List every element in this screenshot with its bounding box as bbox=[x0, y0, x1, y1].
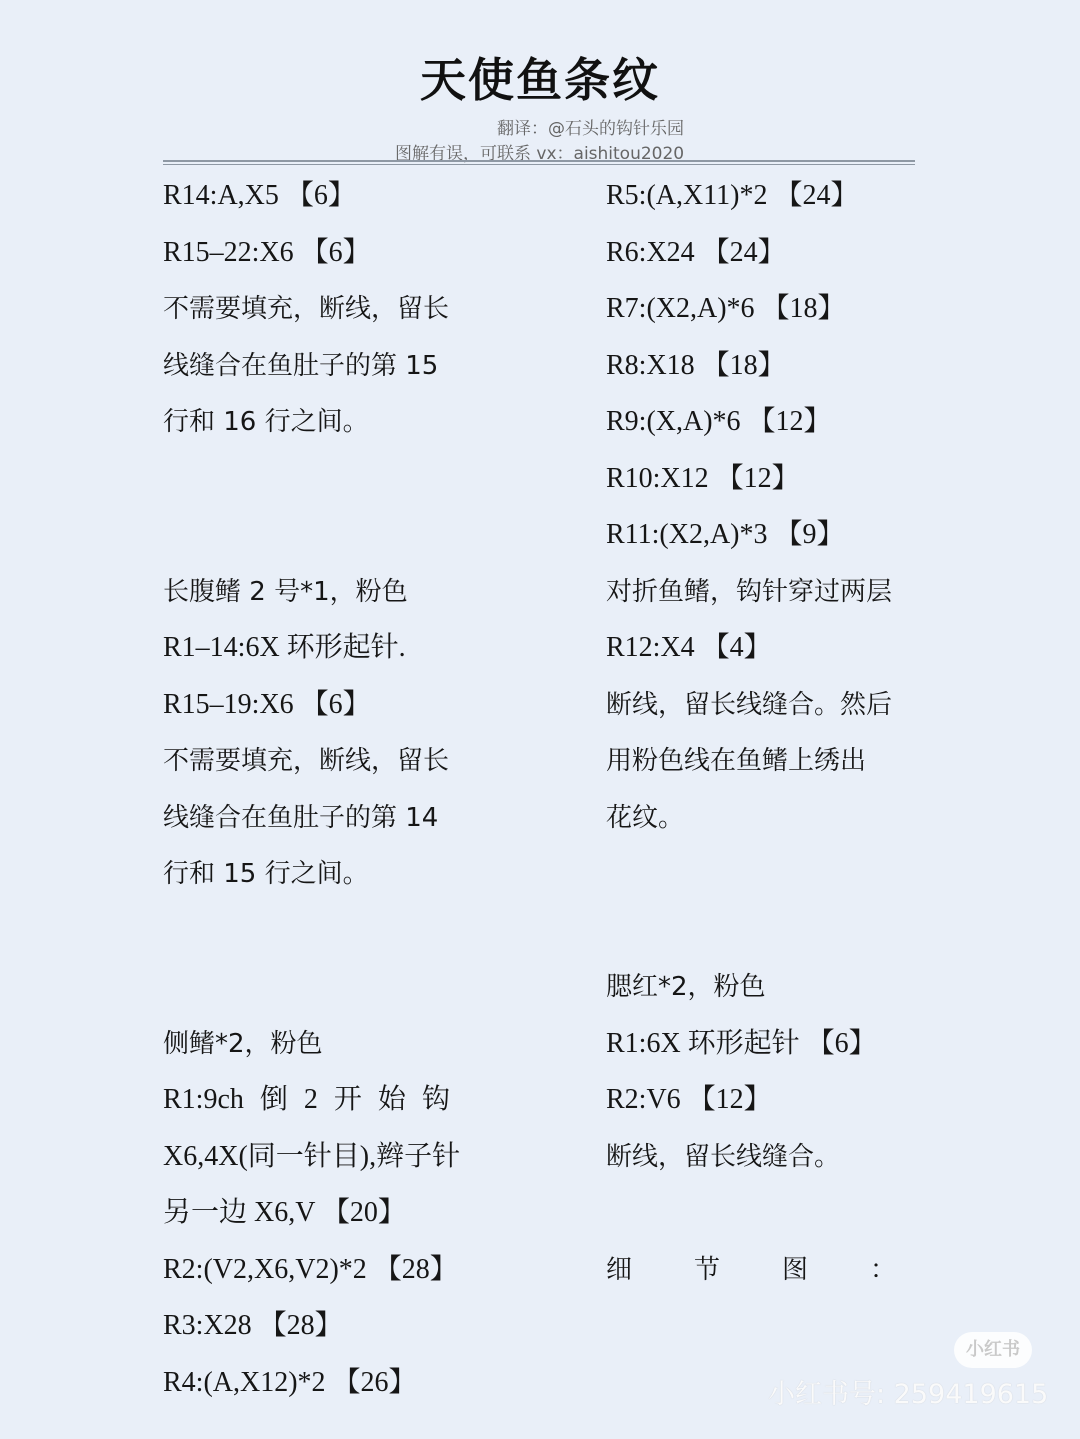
pattern-line: 不需要填充，断线，留长 bbox=[163, 746, 450, 776]
word: R1:9ch bbox=[163, 1084, 244, 1115]
spacer bbox=[163, 903, 483, 1016]
pattern-line: 行和 15 行之间。 bbox=[163, 859, 369, 889]
pattern-line: 用粉色线在鱼鳍上绣出 bbox=[606, 746, 867, 776]
pattern-line: R8:X18 【18】 bbox=[606, 349, 786, 381]
pattern-line: R10:X12 【12】 bbox=[606, 462, 800, 494]
word: 开 bbox=[333, 1084, 362, 1115]
pattern-line: X6,4X(同一针目),辫子针 bbox=[163, 1140, 461, 1172]
pattern-line: R15–19:X6 【6】 bbox=[163, 688, 371, 720]
header-divider-thin bbox=[163, 164, 915, 165]
detail-heading bbox=[606, 1242, 896, 1299]
pattern-line: 不需要填充，断线，留长 bbox=[163, 294, 450, 324]
section-heading: 侧鳍*2，粉色 bbox=[163, 1028, 323, 1059]
page-title: 天使鱼条纹 bbox=[420, 53, 660, 107]
watermark-text: 小红书号: 259419615 bbox=[768, 1379, 1049, 1410]
contact-credit: 图解有误，可联系 vx：aishitou2020 bbox=[395, 144, 685, 164]
pattern-line: R6:X24 【24】 bbox=[606, 236, 786, 268]
pattern-line: R11:(X2,A)*3 【9】 bbox=[606, 519, 845, 550]
header-divider bbox=[163, 160, 915, 162]
xiaohongshu-logo: 小红书 bbox=[954, 1332, 1032, 1368]
pattern-line: 线缝合在鱼肚子的第 14 bbox=[163, 802, 439, 833]
word: 图 bbox=[781, 1254, 808, 1285]
pattern-line: R14:A,X5 【6】 bbox=[163, 180, 356, 211]
word: 始 bbox=[377, 1084, 406, 1115]
pattern-line: 花纹。 bbox=[606, 802, 685, 833]
pattern-line: 断线，留长线缝合。 bbox=[606, 1141, 841, 1172]
spacer bbox=[606, 1185, 926, 1242]
pattern-line: R2:V6 【12】 bbox=[606, 1084, 772, 1115]
pattern-line: R1:6X 环形起针 【6】 bbox=[606, 1027, 877, 1059]
translator-credit: 翻译：@石头的钩针乐园 bbox=[497, 119, 684, 139]
pattern-line: R12:X4 【4】 bbox=[606, 632, 772, 663]
pattern-line: 线缝合在鱼肚子的第 15 bbox=[163, 350, 439, 381]
pattern-line: R2:(V2,X6,V2)*2 【28】 bbox=[163, 1253, 458, 1285]
word: 钩 bbox=[421, 1084, 450, 1115]
pattern-line: R1–14:6X 环形起针. bbox=[163, 632, 406, 663]
word: ： bbox=[869, 1254, 896, 1285]
section-heading: 腮红*2，粉色 bbox=[606, 972, 766, 1002]
spacer bbox=[606, 846, 926, 959]
section-heading: 长腹鳍 2 号*1，粉色 bbox=[163, 576, 408, 607]
pattern-line: 行和 16 行之间。 bbox=[163, 407, 369, 437]
pattern-line: R5:(A,X11)*2 【24】 bbox=[606, 180, 859, 211]
pattern-line: R15–22:X6 【6】 bbox=[163, 236, 371, 268]
pattern-line: R4:(A,X12)*2 【26】 bbox=[163, 1366, 417, 1398]
spacer bbox=[163, 451, 483, 564]
pattern-line: 断线，留长线缝合。然后 bbox=[606, 689, 893, 720]
pattern-line: 另一边 X6,V 【20】 bbox=[163, 1197, 406, 1228]
pattern-line-justified bbox=[163, 1072, 450, 1129]
word: 倒 bbox=[259, 1084, 288, 1115]
left-column bbox=[163, 168, 483, 1411]
pattern-line: R7:(X2,A)*6 【18】 bbox=[606, 293, 846, 324]
right-column bbox=[606, 168, 926, 1298]
word: 细 bbox=[606, 1254, 633, 1285]
pattern-line: 对折鱼鳍，钩针穿过两层 bbox=[606, 576, 893, 607]
pattern-line: R3:X28 【28】 bbox=[163, 1310, 343, 1341]
pattern-line: R9:(X,A)*6 【12】 bbox=[606, 406, 832, 437]
word: 2 bbox=[303, 1084, 318, 1115]
word: 节 bbox=[693, 1254, 720, 1285]
